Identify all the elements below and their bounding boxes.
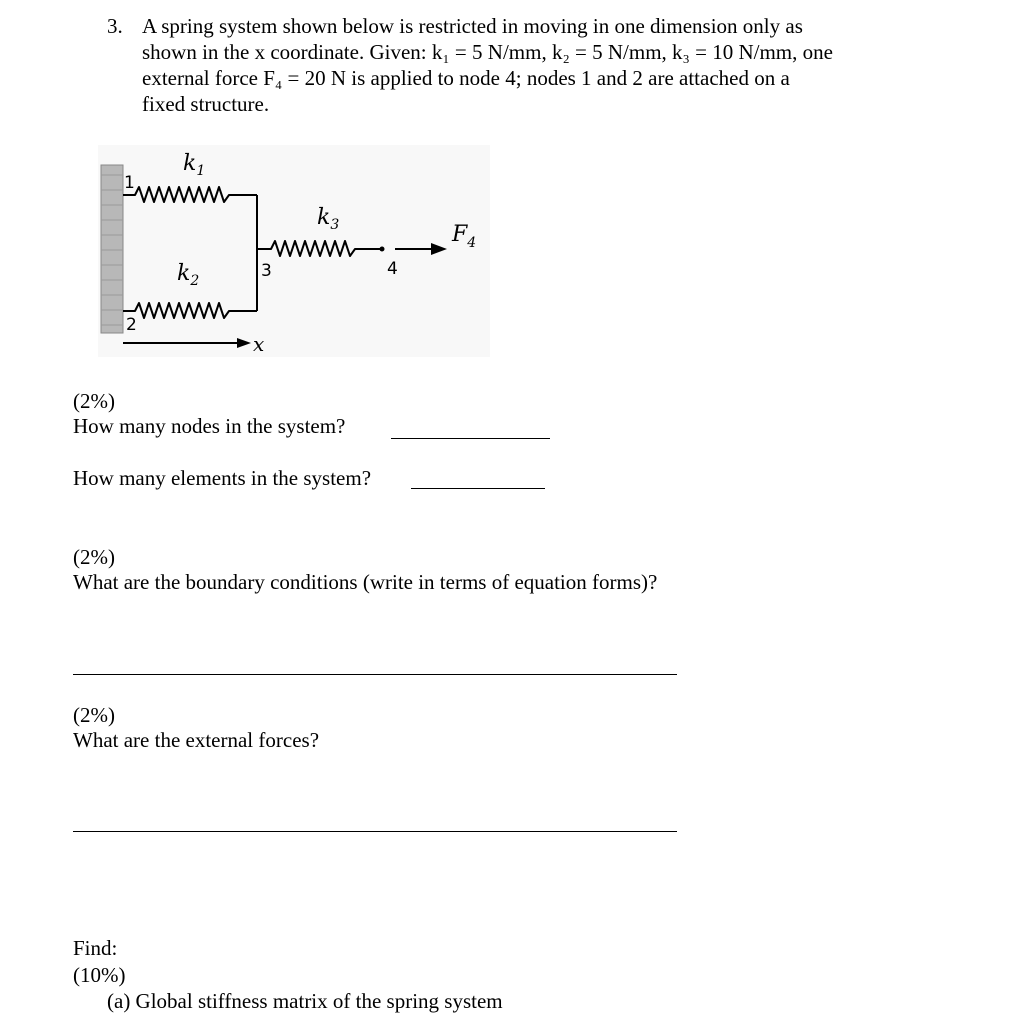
problem-statement — [142, 13, 912, 117]
section-3-percent: (2%) — [73, 703, 115, 727]
answer-blank-elements[interactable] — [411, 487, 545, 489]
axis-label-x: x — [253, 332, 265, 356]
problem-line: fixed structure. — [142, 92, 270, 116]
node-label-3: 3 — [261, 261, 272, 281]
section-2-percent: (2%) — [73, 545, 115, 569]
force-label-f4: $F_4$ — [452, 222, 477, 251]
answer-line-external-forces[interactable] — [73, 830, 677, 832]
node-4-dot — [380, 247, 385, 252]
spring-label-k1: $k_1$ — [183, 151, 206, 179]
question-boundary-conditions: What are the boundary conditions (write in terms of equation forms)? — [73, 570, 658, 594]
question-nodes: How many nodes in the system? — [73, 414, 346, 438]
find-label: Find: — [73, 936, 118, 960]
node-label-1: 1 — [124, 173, 135, 193]
problem-line: external force F₄ = 20 N is applied to node 4; nodes 1 and 2 are attached on a — [142, 66, 790, 90]
spring-label-k2: $k_2$ — [177, 261, 200, 289]
problem-line: A spring system shown below is restricted in moving in one dimension only as — [142, 14, 803, 38]
node-label-4: 4 — [387, 259, 398, 279]
answer-line-boundary-conditions[interactable] — [73, 673, 677, 675]
spring-system-figure — [95, 145, 495, 360]
answer-blank-nodes[interactable] — [391, 437, 550, 439]
spring-label-k3: $k_3$ — [317, 205, 340, 233]
find-percent: (10%) — [73, 963, 126, 987]
question-external-forces: What are the external forces? — [73, 728, 320, 752]
problem-number: 3. — [107, 14, 123, 38]
section-1-percent: (2%) — [73, 389, 115, 413]
question-elements: How many elements in the system? — [73, 466, 372, 490]
problem-line: shown in the x coordinate. Given: k₁ = 5 N/mm, k₂ = 5 N/mm, k₃ = 10 N/mm, one — [142, 40, 833, 64]
node-label-2: 2 — [126, 315, 137, 335]
find-item-a: (a) Global stiffness matrix of the spring system — [107, 989, 503, 1013]
